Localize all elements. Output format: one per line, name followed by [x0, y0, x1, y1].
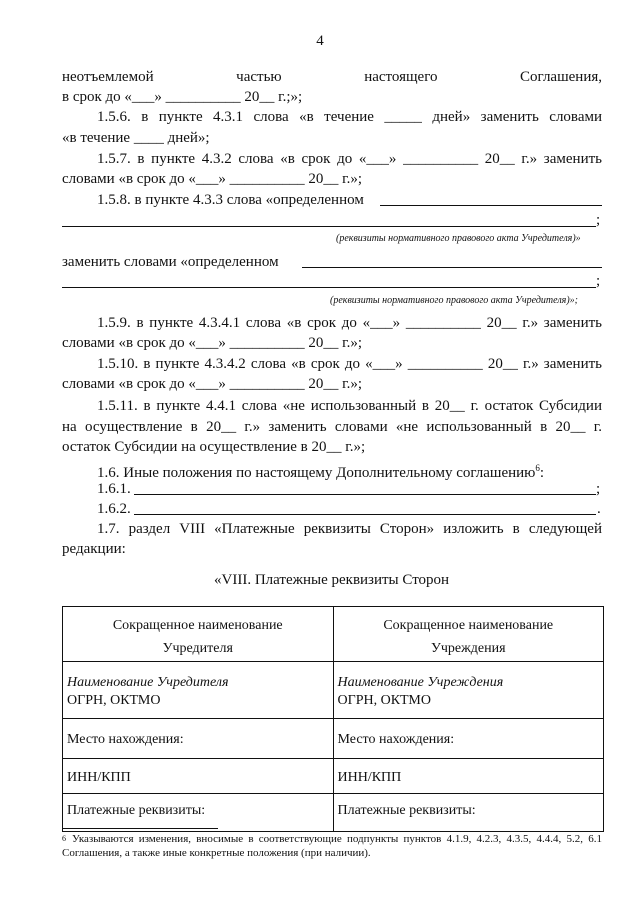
text-line-5: 1.5.7. в пункте 4.3.2 слова «в срок до «___» __________ 20__ г.» заменить [97, 151, 602, 167]
semicolon: ; [596, 273, 601, 289]
caption: (реквизиты нормативного правового акта Учредителя)» [336, 233, 581, 244]
text-line-22: редакции: [62, 541, 126, 557]
page-number: 4 [316, 33, 324, 49]
text-line-7: 1.5.8. в пункте 4.3.3 слова «определенном [97, 192, 364, 208]
text-line-2: в срок до «___» __________ 20__ г.;»; [62, 89, 303, 105]
word: неотъемлемой [62, 69, 154, 85]
right-header-cell [333, 607, 604, 662]
payment-cell: Платежные реквизиты: [333, 794, 604, 832]
text: 1.6. Иные положения по настоящему Дополнительному соглашению [97, 465, 536, 481]
blank-line [134, 514, 596, 515]
text-line-14: словами «в срок до «___» __________ 20__ г.»; [62, 376, 362, 392]
footnote-mark: 6 [535, 463, 540, 473]
table-row [63, 759, 604, 794]
text-line-4: «в течение ____ дней»; [62, 130, 210, 146]
text-line-15: 1.5.11. в пункте 4.4.1 слова «не использованный в 20__ г. остаток Субсидии [97, 398, 602, 414]
semicolon: ; [596, 481, 601, 497]
text-line-21: 1.7. раздел VIII «Платежные реквизиты Сторон» изложить в следующей [97, 521, 602, 537]
text-line-12: словами «в срок до «___» __________ 20__ г.»; [62, 335, 362, 351]
location-cell: Место нахождения: [333, 719, 604, 759]
footnote-line-2: Соглашения, а также иные конкретные положения (при наличии). [62, 847, 371, 859]
header-line: Учреждения [430, 641, 506, 656]
table-row [63, 719, 604, 759]
ogrn-line: ОГРН, ОКТМО [337, 693, 431, 708]
footnote [62, 832, 602, 860]
inn-cell: ИНН/КПП [63, 759, 334, 794]
footnote-separator [62, 828, 218, 829]
table-row [63, 662, 604, 719]
period: . [597, 501, 601, 517]
text-line-13: 1.5.10. в пункте 4.3.4.2 слова «в срок до «___» __________ 20__ г.» заменить [97, 356, 602, 372]
text: : [539, 465, 545, 481]
table-row [63, 794, 604, 832]
blank-line [62, 226, 596, 227]
blank-line [380, 205, 602, 206]
section-title: «VIII. Платежные реквизиты Сторон [214, 572, 450, 588]
header-line: Сокращенное наименование [112, 618, 283, 633]
inn-cell: ИНН/КПП [333, 759, 604, 794]
blank-line [62, 287, 596, 288]
right-name-cell [333, 662, 604, 719]
footnote-text: Указываются изменения, вносимые в соответствующие подпункты пунктов 4.1.9, 4.2.3, 4.3.5, 4.4.4, 5.2, 6.1 [72, 833, 602, 845]
text-line-1 [62, 68, 602, 86]
word: частью [236, 69, 282, 85]
name-line: Наименование Учреждения [337, 675, 504, 690]
word: Соглашения, [520, 69, 602, 85]
text-line-11: 1.5.9. в пункте 4.3.4.1 слова «в срок до «___» __________ 20__ г.» заменить [97, 315, 602, 331]
text-line-17: остаток Субсидии на осуществление в 20__ г.»; [62, 439, 366, 455]
location-cell: Место нахождения: [63, 719, 334, 759]
left-header-cell [63, 607, 334, 662]
text-line-3: 1.5.6. в пункте 4.3.1 слова «в течение _____ дней» заменить словами [97, 109, 602, 125]
semicolon: ; [596, 212, 601, 228]
text-line-9: заменить словами «определенном [62, 254, 279, 270]
blank-line [302, 267, 602, 268]
blank-line [134, 494, 596, 495]
left-name-cell [63, 662, 334, 719]
requisites-table [62, 606, 604, 832]
header-line: Сокращенное наименование [383, 618, 554, 633]
item-1-6-2: 1.6.2. [97, 501, 131, 517]
ogrn-line: ОГРН, ОКТМО [67, 693, 161, 708]
payment-cell: Платежные реквизиты: [63, 794, 334, 832]
text-line-6: словами «в срок до «___» __________ 20__ г.»; [62, 171, 362, 187]
text-line-18 [97, 459, 544, 482]
word: настоящего [364, 69, 438, 85]
caption: (реквизиты нормативного правового акта Учредителя)»; [330, 295, 578, 306]
name-line: Наименование Учредителя [67, 675, 229, 690]
table-row [63, 607, 604, 662]
text-line-16: на осуществление в 20__ г.» заменить словами «не использованный в 20__ г. [62, 419, 602, 435]
header-line: Учредителя [162, 641, 233, 656]
footnote-line-1 [62, 832, 602, 846]
footnote-mark: 6 [62, 834, 66, 843]
item-1-6-1: 1.6.1. [97, 481, 131, 497]
